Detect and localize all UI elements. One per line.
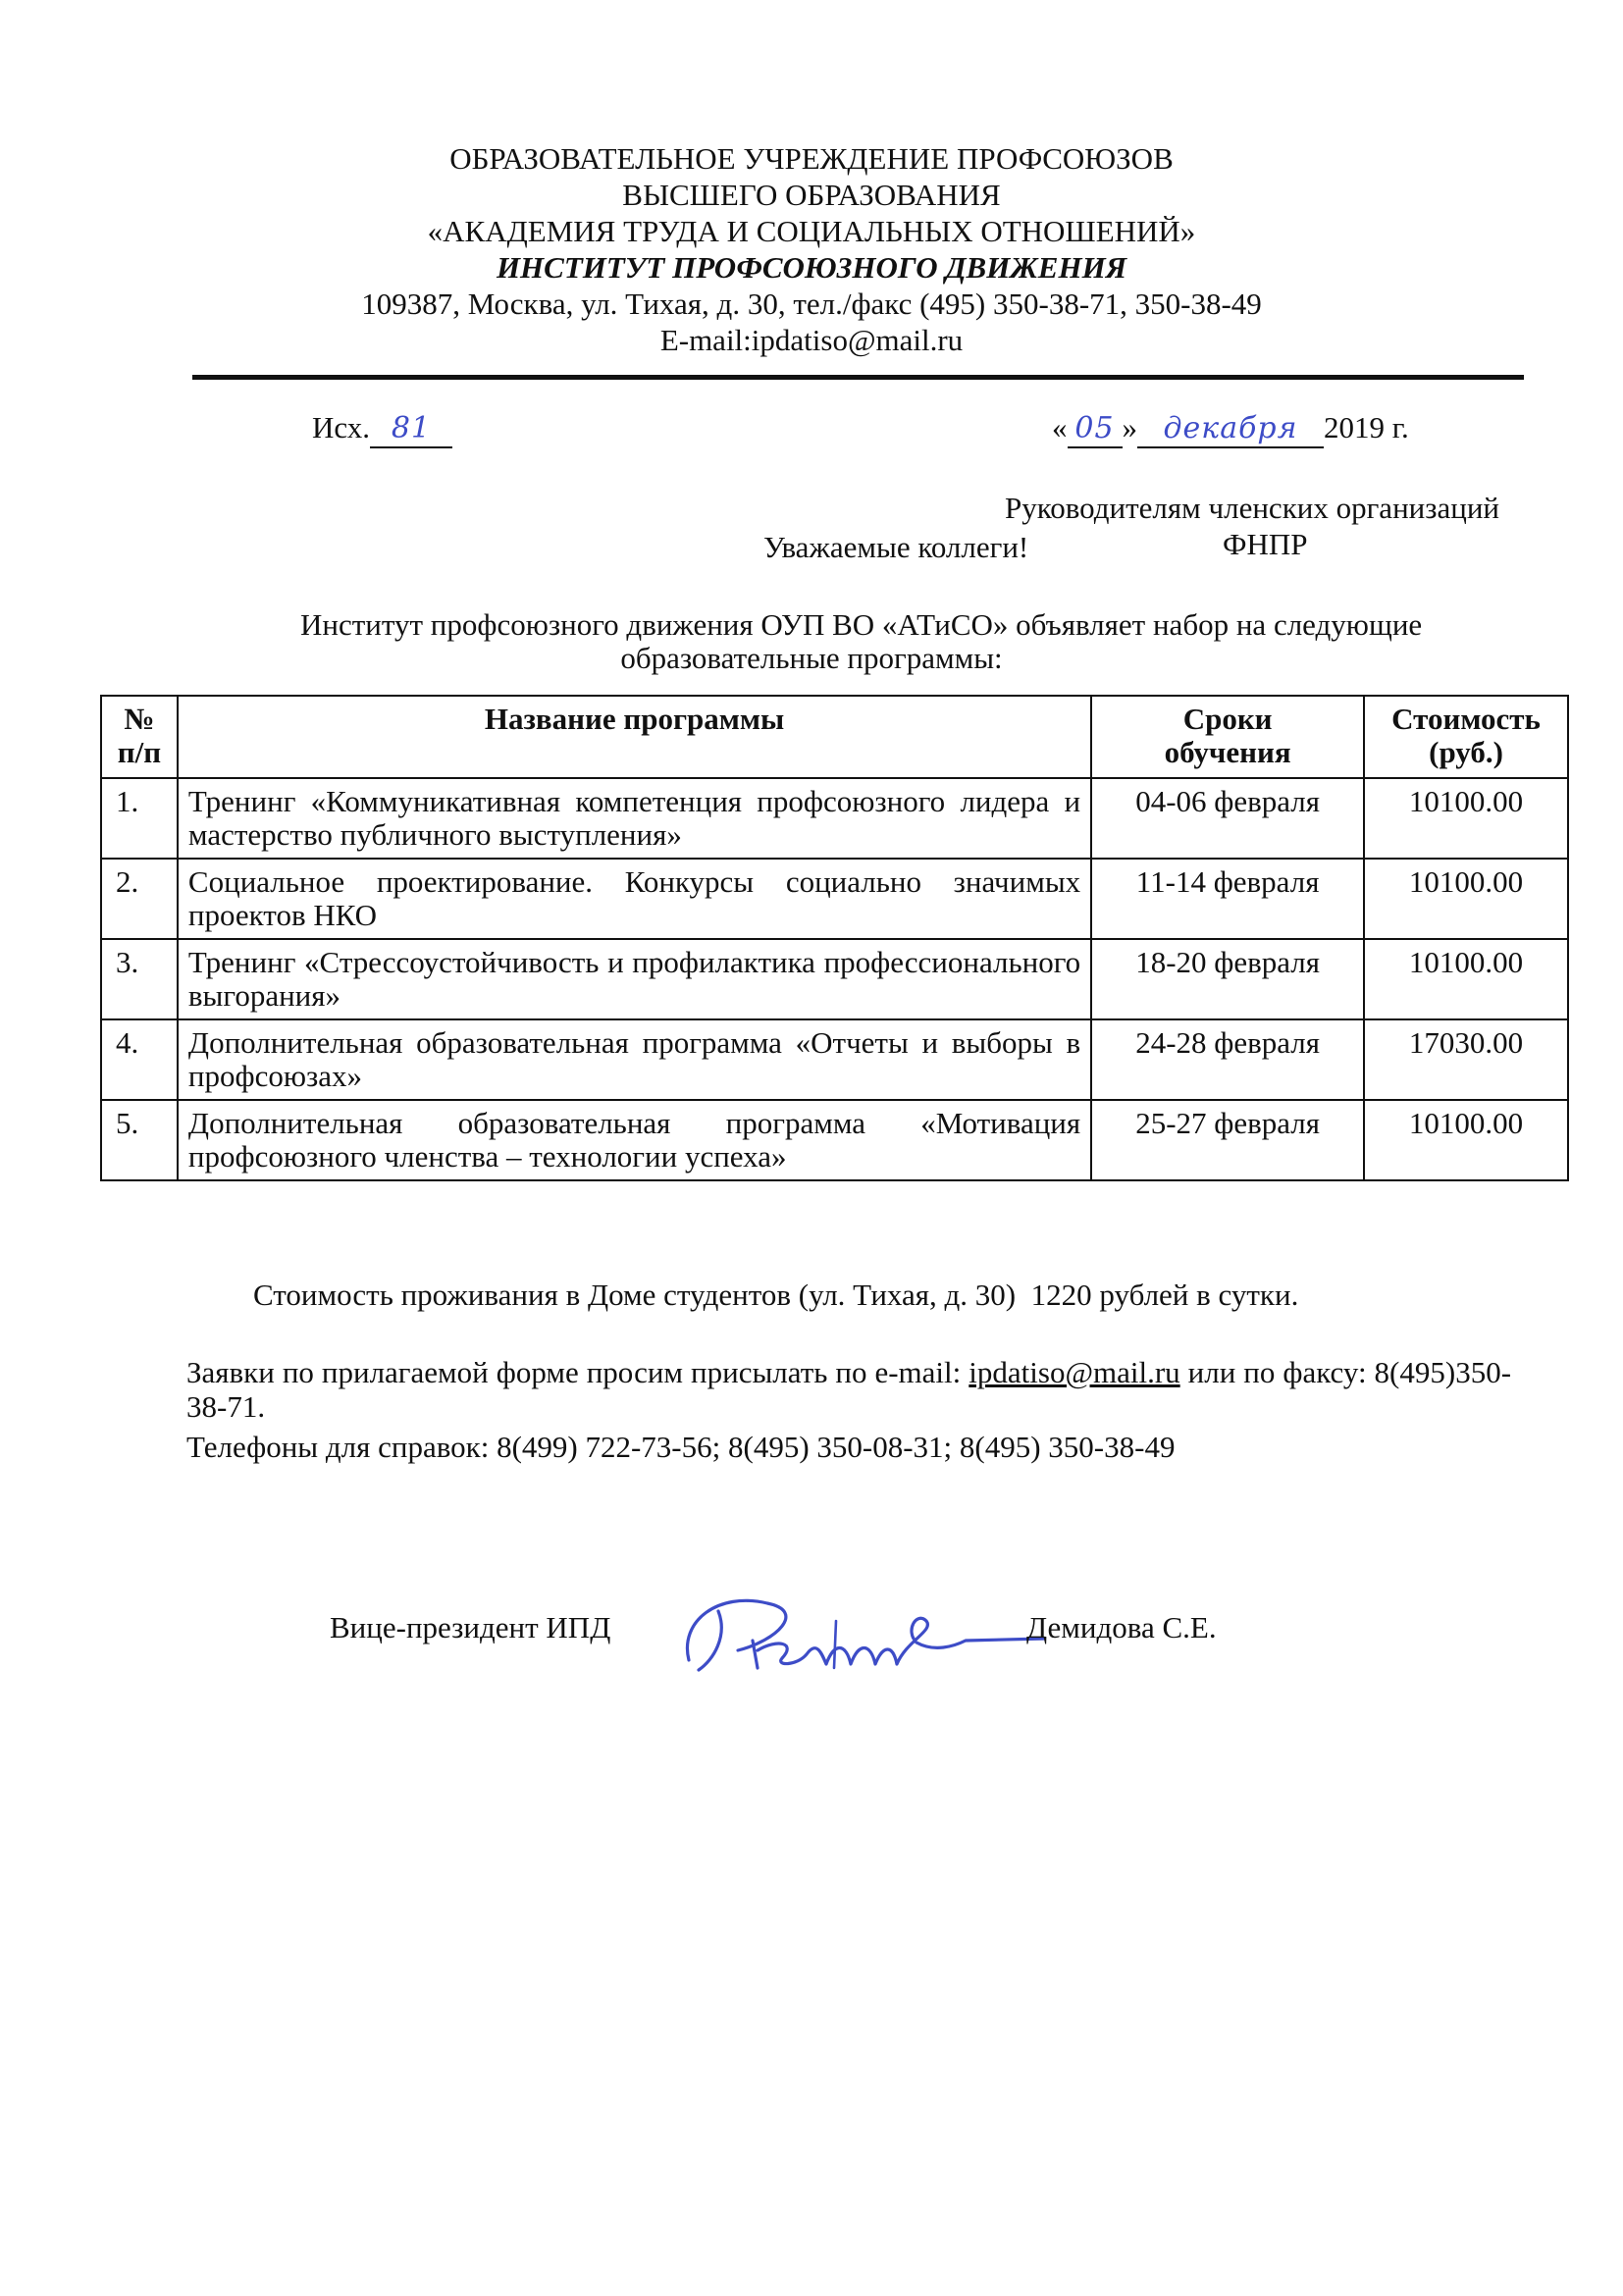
- header-dates: Сроки обучения: [1091, 696, 1364, 778]
- reference-phones: Телефоны для справок: 8(499) 722-73-56; 8(495) 350-08-31; 8(495) 350-38-49: [186, 1430, 1176, 1464]
- programs-table: [100, 695, 1569, 1181]
- intro-line-1: Институт профсоюзного движения ОУП ВО «АТиСО» объявляет набор на следующие: [300, 607, 1423, 642]
- header-cost: Стоимость (руб.): [1364, 696, 1568, 778]
- row-cost: 17030.00: [1364, 1019, 1568, 1100]
- addressee-line-2: ФНПР: [1223, 527, 1308, 561]
- row-dates: 25-27 февраля: [1091, 1100, 1364, 1180]
- handwritten-signature: [659, 1582, 1052, 1690]
- row-dates: 11-14 февраля: [1091, 859, 1364, 939]
- row-num: 2.: [101, 859, 178, 939]
- row-num: 5.: [101, 1100, 178, 1180]
- email-link[interactable]: ipdatiso@mail.ru: [969, 1355, 1180, 1389]
- accommodation-cost: Стоимость проживания в Доме студентов (ул. Тихая, д. 30) 1220 рублей в сутки.: [253, 1278, 1299, 1312]
- date-day: 05: [1074, 411, 1115, 445]
- outgoing-label: Исх.: [312, 410, 370, 444]
- row-cost: 10100.00: [1364, 1100, 1568, 1180]
- header-name: Название программы: [178, 696, 1091, 778]
- row-cost: 10100.00: [1364, 859, 1568, 939]
- org-address: 109387, Москва, ул. Тихая, д. 30, тел./факс (495) 350-38-71, 350-38-49: [361, 287, 1262, 321]
- signatory-title: Вице-президент ИПД: [330, 1610, 611, 1644]
- row-cost: 10100.00: [1364, 939, 1568, 1019]
- date-year: 2019 г.: [1324, 410, 1409, 444]
- header-num: № п/п: [101, 696, 178, 778]
- row-dates: 24-28 февраля: [1091, 1019, 1364, 1100]
- org-email: E-mail:ipdatiso@mail.ru: [659, 323, 964, 357]
- applications-fax: или по факсу: 8(495)350-38-71.: [186, 1355, 1512, 1424]
- applications-paragraph: [186, 1355, 1511, 1424]
- row-num: 3.: [101, 939, 178, 1019]
- org-name-line-3: «АКАДЕМИЯ ТРУДА И СОЦИАЛЬНЫХ ОТНОШЕНИЙ»: [427, 214, 1196, 248]
- row-name: Тренинг «Коммуникативная компетенция профсоюзного лидера и мастерство публичного выступления»: [178, 778, 1091, 859]
- intro-line-2: образовательные программы:: [620, 641, 1003, 675]
- org-name-line-2: ВЫСШЕГО ОБРАЗОВАНИЯ: [622, 178, 1001, 212]
- table-row: [101, 1019, 1568, 1100]
- header-divider: [192, 375, 1524, 380]
- signatory-name: Демидова С.Е.: [1026, 1610, 1217, 1644]
- outgoing-number: [312, 410, 452, 448]
- row-name: Дополнительная образовательная программа «Отчеты и выборы в профсоюзах»: [178, 1019, 1091, 1100]
- table-row: [101, 939, 1568, 1019]
- institute-name: ИНСТИТУТ ПРОФСОЮЗНОГО ДВИЖЕНИЯ: [496, 250, 1127, 285]
- letter-date: [1052, 410, 1409, 448]
- row-num: 4.: [101, 1019, 178, 1100]
- table-row: [101, 778, 1568, 859]
- row-num: 1.: [101, 778, 178, 859]
- row-cost: 10100.00: [1364, 778, 1568, 859]
- addressee-line-1: Руководителям членских организаций: [1005, 491, 1500, 525]
- table-header-row: [101, 696, 1568, 778]
- greeting: Уважаемые коллеги!: [763, 530, 1029, 564]
- row-name: Социальное проектирование. Конкурсы социально значимых проектов НКО: [178, 859, 1091, 939]
- outgoing-number-value: 81: [391, 411, 432, 445]
- date-close-quote: »: [1122, 410, 1137, 444]
- table-row: [101, 859, 1568, 939]
- letterhead: [0, 140, 1623, 358]
- row-name: Дополнительная образовательная программа «Мотивация профсоюзного членства – технологии успеха»: [178, 1100, 1091, 1180]
- row-dates: 04-06 февраля: [1091, 778, 1364, 859]
- date-month: декабря: [1163, 411, 1298, 445]
- org-name-line-1: ОБРАЗОВАТЕЛЬНОЕ УЧРЕЖДЕНИЕ ПРОФСОЮЗОВ: [449, 141, 1174, 176]
- table-row: [101, 1100, 1568, 1180]
- date-open-quote: «: [1052, 410, 1068, 444]
- applications-text: Заявки по прилагаемой форме просим присылать по e-mail:: [186, 1355, 962, 1389]
- row-dates: 18-20 февраля: [1091, 939, 1364, 1019]
- row-name: Тренинг «Стрессоустойчивость и профилактика профессионального выгорания»: [178, 939, 1091, 1019]
